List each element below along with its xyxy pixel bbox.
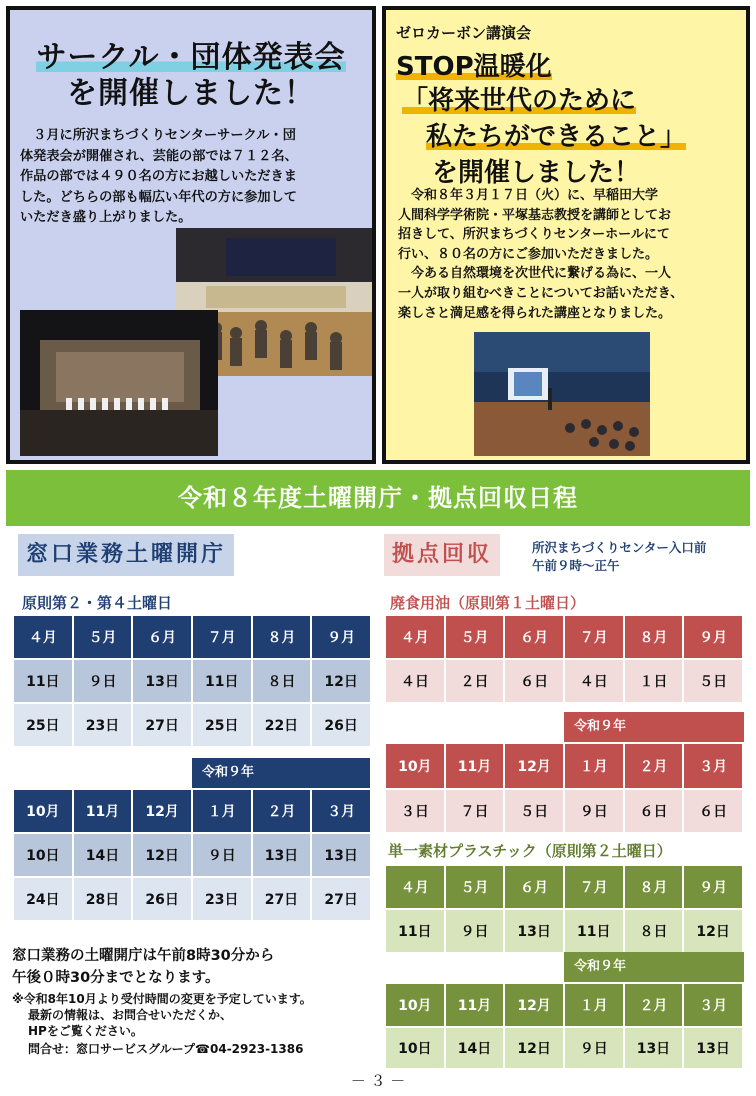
window-hp-note: HPをご覧ください。	[28, 1024, 143, 1038]
window-hours-note-1: 窓口業務の土曜開庁は午前8時30分から	[12, 948, 275, 964]
date-cell: 12日	[684, 910, 742, 952]
window-info-note: 最新の情報は、お問合せいただくか、	[28, 1008, 233, 1022]
date-cell: ９日	[565, 790, 623, 832]
window-schedule-second-half	[12, 788, 372, 922]
date-cell: ４日	[386, 660, 444, 702]
collection-section-title: 拠点回収	[384, 534, 500, 576]
month-header: ７月	[565, 866, 623, 908]
date-cell: 22日	[253, 704, 311, 746]
date-cell: 11日	[565, 910, 623, 952]
date-cell: ８日	[625, 910, 683, 952]
month-header: ９月	[684, 866, 742, 908]
month-header: ６月	[505, 616, 563, 658]
article-body: ３月に所沢まちづくりセンターサークル・団 体発表会が開催され、芸能の部では７１２名、 作品の部では４９０名の方にお越しいただきま した。どちらの部も幅広い年代の方に参加して いただき盛り上がりました。	[20, 128, 298, 225]
month-header: ３月	[684, 984, 742, 1026]
window-schedule-first-half	[12, 614, 372, 748]
date-cell: 10日	[386, 1028, 444, 1068]
month-header: ７月	[565, 616, 623, 658]
date-cell: 12日	[133, 834, 191, 876]
date-cell: 25日	[14, 704, 72, 746]
month-header: ８月	[625, 616, 683, 658]
month-header: ８月	[253, 616, 311, 658]
date-cell: 27日	[133, 704, 191, 746]
month-header: 10月	[14, 790, 72, 832]
date-cell: 13日	[253, 834, 311, 876]
date-cell: ９日	[446, 910, 504, 952]
schedule-banner: 令和８年度土曜開庁・拠点回収日程	[6, 470, 750, 526]
date-cell: 13日	[133, 660, 191, 702]
circle-presentation-article	[6, 6, 376, 464]
date-cell: ３日	[386, 790, 444, 832]
date-cell: ６日	[684, 790, 742, 832]
collection-time: 午前９時～正午	[532, 558, 620, 573]
date-cell: ９日	[193, 834, 251, 876]
date-cell: 14日	[74, 834, 132, 876]
oil-rule-label: 廃食用油（原則第１土曜日）	[390, 594, 586, 612]
date-cell: ９日	[74, 660, 132, 702]
article-title-line2: 「将来世代のために	[402, 86, 637, 116]
plastic-schedule-second-half	[384, 982, 744, 1070]
plastic-schedule-first-half	[384, 864, 744, 954]
window-hours-note-2: 午後０時30分までとなります。	[12, 970, 220, 986]
reiwa9-tag: 令和９年	[564, 712, 744, 742]
month-header: ４月	[14, 616, 72, 658]
oil-schedule-first-half	[384, 614, 744, 704]
month-header: 10月	[386, 744, 444, 788]
month-header: ９月	[312, 616, 370, 658]
date-cell: 13日	[505, 910, 563, 952]
month-header: ５月	[446, 866, 504, 908]
date-cell: ５日	[684, 660, 742, 702]
date-cell: 26日	[133, 878, 191, 920]
month-header: ４月	[386, 866, 444, 908]
date-cell: ２日	[446, 660, 504, 702]
date-cell: 27日	[312, 878, 370, 920]
month-header: ５月	[74, 616, 132, 658]
month-header: ７月	[193, 616, 251, 658]
date-cell: 23日	[74, 704, 132, 746]
zero-carbon-lecture-article	[382, 6, 750, 464]
month-header: ８月	[625, 866, 683, 908]
date-cell: 14日	[446, 1028, 504, 1068]
date-cell: ４日	[565, 660, 623, 702]
date-cell: 23日	[193, 878, 251, 920]
lecture-hall-photo	[474, 332, 650, 456]
month-header: 12月	[133, 790, 191, 832]
window-rule-label: 原則第２・第４土曜日	[22, 594, 173, 612]
month-header: ３月	[312, 790, 370, 832]
date-cell: ８日	[253, 660, 311, 702]
month-header: ９月	[684, 616, 742, 658]
date-cell: ７日	[446, 790, 504, 832]
oil-schedule-second-half	[384, 742, 744, 834]
page-number: － ３ －	[350, 1072, 406, 1090]
month-header: ５月	[446, 616, 504, 658]
month-header: １月	[565, 984, 623, 1026]
article-kicker: ゼロカーボン講演会	[396, 24, 532, 42]
reiwa9-tag: 令和９年	[564, 952, 744, 982]
month-header: ３月	[684, 744, 742, 788]
collection-location: 所沢まちづくりセンター入口前	[532, 540, 707, 555]
month-header: 11月	[74, 790, 132, 832]
date-cell: 11日	[14, 660, 72, 702]
reiwa9-tag: 令和９年	[192, 758, 370, 788]
date-cell: 10日	[14, 834, 72, 876]
month-header: ６月	[133, 616, 191, 658]
window-section-title: 窓口業務土曜開庁	[18, 534, 234, 576]
month-header: 11月	[446, 744, 504, 788]
date-cell: 12日	[312, 660, 370, 702]
plastic-rule-label: 単一素材プラスチック（原則第２土曜日）	[388, 842, 672, 860]
month-header: １月	[565, 744, 623, 788]
month-header: ２月	[625, 744, 683, 788]
date-cell: ６日	[625, 790, 683, 832]
date-cell: 13日	[684, 1028, 742, 1068]
article-body: 令和８年３月１７日（火）に、早稲田大学 人間科学学術院・平塚基志教授を講師としてお 招きして、所沢まちづくりセンターホールにて 行い、８０名の方にご参加いただきました。 今ある自然環境を次世代に繋げる為に、一人 一人が取り組むべきことについてお話いただき、 楽しさと満足感を得られた講座となりました。	[398, 188, 684, 321]
date-cell: 13日	[312, 834, 370, 876]
month-header: 11月	[446, 984, 504, 1026]
date-cell: 24日	[14, 878, 72, 920]
month-header: 12月	[505, 744, 563, 788]
date-cell: ６日	[505, 660, 563, 702]
article-title-line1: サークル・団体発表会	[36, 40, 346, 75]
date-cell: ９日	[565, 1028, 623, 1068]
month-header: 12月	[505, 984, 563, 1026]
date-cell: 27日	[253, 878, 311, 920]
date-cell: 13日	[625, 1028, 683, 1068]
article-title-line1: STOP温暖化	[396, 52, 552, 82]
date-cell: ５日	[505, 790, 563, 832]
date-cell: 11日	[386, 910, 444, 952]
month-header: ４月	[386, 616, 444, 658]
month-header: ２月	[253, 790, 311, 832]
month-header: １月	[193, 790, 251, 832]
date-cell: １日	[625, 660, 683, 702]
stage-performance-photo	[20, 310, 218, 456]
article-title-line2: を開催しました！	[67, 76, 315, 111]
date-cell: 26日	[312, 704, 370, 746]
article-title-line4: を開催しました！	[432, 158, 641, 188]
month-header: ６月	[505, 866, 563, 908]
month-header: 10月	[386, 984, 444, 1026]
window-change-note: ※令和8年10月より受付時間の変更を予定しています。	[12, 992, 312, 1006]
month-header: ２月	[625, 984, 683, 1026]
article-title-line3: 私たちができること」	[426, 122, 687, 152]
date-cell: 12日	[505, 1028, 563, 1068]
date-cell: 28日	[74, 878, 132, 920]
window-contact: 問合せ：窓口サービスグループ☎04-2923-1386	[28, 1042, 304, 1056]
date-cell: 25日	[193, 704, 251, 746]
date-cell: 11日	[193, 660, 251, 702]
